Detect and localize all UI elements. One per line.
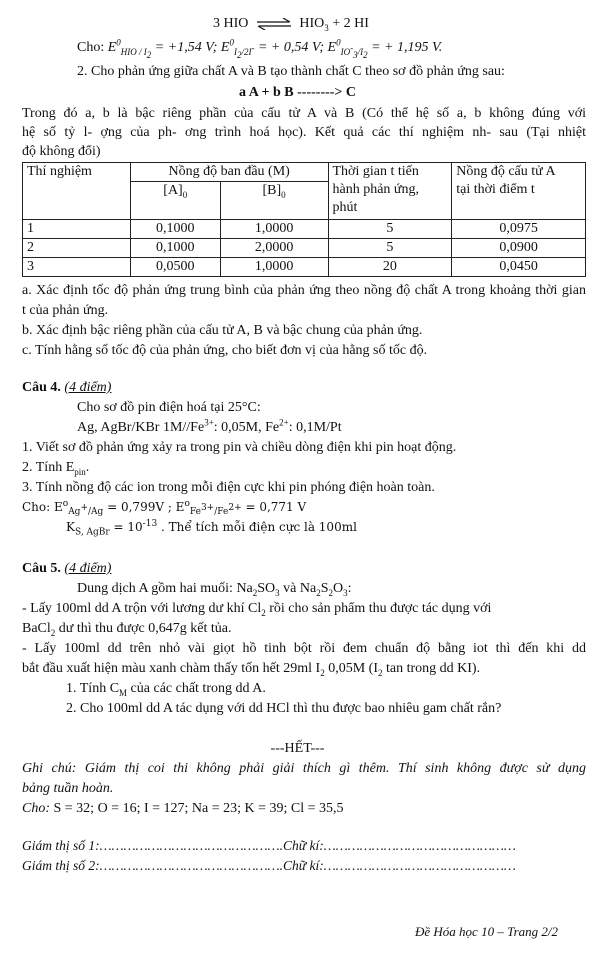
q2-part-a-l2: t của phản ứng.	[22, 303, 109, 318]
cau5-p2-l2	[22, 659, 480, 678]
row2-c: 0,0900	[452, 239, 586, 258]
cau5-p1a-end: rồi cho sản phẩm thu được tác dụng với	[265, 601, 492, 616]
cau4-cho-sub1: Ag	[68, 507, 81, 518]
end-marker: ---HẾT---	[270, 741, 325, 756]
cau5-l1-m3: S	[320, 581, 329, 596]
cell-scheme	[77, 418, 342, 437]
header-time-l3: phút	[332, 200, 358, 215]
header-b-sub: 0	[281, 189, 286, 200]
cau5-points: (4 điểm)	[64, 561, 112, 576]
q2-para-line3: độ không đổi)	[22, 144, 101, 159]
row1-exp: 1	[23, 220, 131, 239]
cau5-q1	[66, 679, 266, 698]
header-a: [A]	[163, 183, 183, 198]
cau5-l1-m2: và Na	[279, 581, 317, 596]
cau4-q2-text: 2. Tính E	[22, 460, 75, 475]
equilibrium-equation	[213, 14, 369, 33]
cau5-p2-l1: - Lấy 100ml dd trên nhỏ vài giọt hồ tinh bột rồi đem chuẩn độ bằng iot thì đến khi dd	[22, 641, 586, 656]
e2-sub3: /2I	[241, 46, 252, 57]
table-row	[23, 258, 586, 277]
row3-c: 0,0450	[452, 258, 586, 277]
e1-sup: 0	[116, 37, 121, 48]
cau5-q1-end: của các chất trong dd A.	[127, 681, 266, 696]
cell-scheme-a: Ag, AgBr/KBr 1M//Fe	[77, 420, 205, 435]
e3-sub2: 3	[353, 49, 358, 60]
ksp-tail: . Thể tích mỗi điện cực là 100ml	[157, 520, 357, 534]
e2: $E^0_{I_2/2I^-}$	[220, 37, 255, 60]
header-b: [B]	[262, 183, 282, 198]
e3-sub: IO	[340, 46, 351, 57]
header-time-l2: hành phản ứng,	[332, 182, 420, 197]
cau5-p1b: BaCl	[22, 621, 51, 636]
cau5-p1b-sub: 2	[50, 627, 56, 638]
cell-scheme-b-sup: 2+	[279, 417, 289, 428]
q2-intro: 2. Cho phản ứng giữa chất A và B tạo thành chất C theo sơ đồ phản ứng sau:	[77, 64, 505, 79]
row1-c: 0,0975	[452, 220, 586, 239]
row2-exp: 2	[23, 239, 131, 258]
row2-t: 5	[328, 239, 452, 258]
header-initial-conc: Nồng độ ban đầu (M)	[130, 163, 328, 182]
signature-line-1: Giám thị số 1:……………………………………….Chữ kí:…………………………………………	[22, 838, 516, 853]
cau5-l1-end: :	[347, 581, 352, 596]
cau5-p2b: bắt đầu xuất hiện màu xanh chàm thấy tốn hết 29ml I	[22, 661, 321, 676]
cau5-p1b-end: dư thì thu được 0,647g kết tủa.	[55, 621, 232, 636]
row1-t: 5	[328, 220, 452, 239]
cell-scheme-c: : 0,1M/Pt	[288, 420, 342, 435]
atomic-label: Cho:	[22, 801, 50, 816]
row1-b: 1,0000	[220, 220, 328, 239]
e2-supm: -	[251, 42, 255, 53]
e1: $E^0_{HIO / I_2}$	[107, 37, 152, 60]
cau5-q1-sub: M	[119, 687, 128, 698]
e3-sup: 0	[336, 37, 341, 48]
eq-right-sub: 3	[324, 22, 329, 33]
header-result-l2: tại thời điểm t	[456, 182, 535, 197]
e2-value: = + 0,54 V;	[257, 40, 325, 55]
e1-value: = +1,54 V;	[154, 40, 218, 55]
cho-label: Cho:	[77, 40, 105, 55]
row3-b: 1,0000	[220, 258, 328, 277]
cau5-l1-a: Dung dịch A gồm hai muối: Na	[77, 581, 253, 596]
cau5-p1-l1	[22, 599, 586, 618]
cau5-l1-s3: 2	[316, 587, 321, 598]
cau4-l1: Cho sơ đồ pin điện hoá tại 25°C:	[77, 400, 261, 415]
cau4-cho-sub2: Fe	[189, 507, 201, 518]
e2-sub: I	[233, 46, 237, 57]
cau5-l1-m: SO	[257, 581, 276, 596]
row1-a: 0,1000	[130, 220, 220, 239]
cau5-p2b-s2: 2	[377, 667, 383, 678]
cell-scheme-a-sup: 3+	[204, 417, 214, 428]
cau4-ksp	[66, 518, 357, 537]
row3-a: 0,0500	[130, 258, 220, 277]
e1-sub: HIO / I	[120, 46, 147, 57]
cau5-q2: 2. Cho 100ml dd A tác dụng với dd HCl thì thu được bao nhiêu gam chất rắn?	[66, 701, 502, 716]
table-header-row	[23, 163, 586, 182]
e3-value: = + 1,195 V.	[371, 40, 443, 55]
equilibrium-arrow-icon	[255, 18, 293, 30]
q2-para-line2: hệ số tỷ l- ợng của ph- ơng trình hoá học). Kết quả các thí nghiệm nh- sau (Tại nhiệt	[22, 125, 586, 140]
e1-sub2: 2	[146, 49, 152, 60]
cau4-cho-sup1: o	[62, 499, 69, 509]
cau5-title: Câu 5	[22, 561, 58, 576]
atomic-masses	[22, 799, 344, 818]
reaction-scheme: a A + b B --------> C	[238, 85, 357, 100]
note-line2: bảng tuần hoàn.	[22, 781, 114, 796]
cau5-heading: Câu 5. (4 điểm)	[22, 561, 112, 576]
table-row	[23, 239, 586, 258]
cau5-l1-s2: 3	[275, 587, 280, 598]
cell-scheme-b: : 0,05M, Fe	[213, 420, 280, 435]
signature-line-2: Giám thị số 2:……………………………………….Chữ kí:…………………………………………	[22, 858, 516, 873]
ksp-val: = 10	[109, 520, 143, 534]
cau4-q2-end: .	[85, 460, 90, 475]
cau5-p2b-end: tan trong dd KI).	[382, 661, 481, 676]
cau5-l1-m4: O	[333, 581, 344, 596]
cau4-q2-sub: pin	[74, 466, 86, 477]
potentials-line	[77, 37, 443, 60]
q2-para-line1: Trong đó a, b là bậc riêng phần của cấu tử A và B (Có thể hệ số a, b không đúng với	[22, 106, 586, 121]
header-a0	[130, 182, 220, 220]
cau5-l1-s4: 2	[328, 587, 334, 598]
row2-b: 2,0000	[220, 239, 328, 258]
cau4-cho-sup2: o	[184, 499, 190, 509]
e3-supm: -	[350, 42, 354, 53]
cau5-q1-text: 1. Tính C	[66, 681, 120, 696]
cau4-cho: Cho: $E^o_{Ag^+/Ag} = 0,799V$ ; $E^o_{Fe^{3+}/Fe^{2+}} = 0,771$ V	[22, 499, 307, 518]
cau4-q1: 1. Viết sơ đồ phản ứng xảy ra trong pin và chiều dòng điện khi pin hoạt động.	[22, 440, 457, 455]
header-b0	[220, 182, 328, 220]
cau5-p2b-s1: 2	[320, 667, 325, 678]
cau4-title: Câu 4	[22, 380, 58, 395]
cau5-p1-l2	[22, 619, 231, 638]
page-footer: Đề Hóa học 10 – Trang 2/2	[415, 924, 558, 939]
cau4-heading: Câu 4. (4 điểm)	[22, 380, 112, 395]
e3: $E^0_{IO^-_3/I_2}$	[327, 37, 368, 60]
cau5-l1-s1: 2	[252, 587, 258, 598]
e3-sub4: 2	[363, 49, 368, 60]
row3-exp: 3	[23, 258, 131, 277]
cau5-l1-s5: 3	[343, 587, 348, 598]
q2-part-a-l1: a. Xác định tốc độ phản ứng trung bình của phản ứng theo nồng độ chất A trong khoảng thời gian	[22, 283, 586, 298]
row3-t: 20	[328, 258, 452, 277]
e3-sub3: /I	[357, 46, 364, 57]
cau4-cho-label: Cho: E	[22, 500, 63, 514]
cau5-l1	[77, 579, 352, 598]
row2-a: 0,1000	[130, 239, 220, 258]
cau5-p1a-sub: 2	[261, 607, 266, 618]
experiment-table	[22, 162, 586, 277]
e2-sup: 0	[229, 37, 234, 48]
q2-part-b: b. Xác định bậc riêng phần của cấu tử A, B và bậc chung của phản ứng.	[22, 323, 423, 338]
atomic-values: S = 32; O = 16; I = 127; Na = 23; K = 39; Cl = 35,5	[50, 801, 344, 816]
ksp-sub: S, AgBr	[74, 527, 110, 538]
header-experiment: Thí nghiệm	[23, 163, 131, 220]
eq-right: HIO	[299, 16, 325, 31]
note-line1: Ghi chú: Giám thị coi thi không phải giải thích gì thêm. Thí sinh không được sử dụng	[22, 761, 586, 776]
cau4-points: (4 điểm)	[64, 380, 112, 395]
q2-part-c: c. Tính hằng số tốc độ của phản ứng, cho biết đơn vị của hằng số tốc độ.	[22, 343, 428, 358]
e2-sub2: 2	[236, 49, 242, 60]
cau4-q3: 3. Tính nồng độ các ion trong mỗi điện cực khi pin phóng điện hoàn toàn.	[22, 480, 435, 495]
header-result-l1: Nồng độ cấu tử A	[456, 164, 556, 179]
table-row	[23, 220, 586, 239]
cau5-p1a: - Lấy 100ml dd A trộn với lương dư khí Cl	[22, 601, 262, 616]
header-a-sub: 0	[182, 189, 188, 200]
cau4-q2	[22, 458, 89, 477]
cau5-p2b-m: 0,05M (I	[324, 661, 378, 676]
cau4-cho-v2: = 0,771 V	[241, 500, 307, 514]
ksp-exp: -13	[142, 519, 158, 529]
cau4-cho-v1: = 0,799V ; E	[103, 500, 185, 514]
header-time-l1: Thời gian t tiến	[332, 164, 419, 179]
header-result	[452, 163, 586, 220]
header-time	[328, 163, 452, 220]
ksp-label: K	[66, 520, 75, 534]
eq-right-tail: + 2 HI	[332, 16, 369, 31]
eq-left: 3 HIO	[213, 16, 249, 31]
